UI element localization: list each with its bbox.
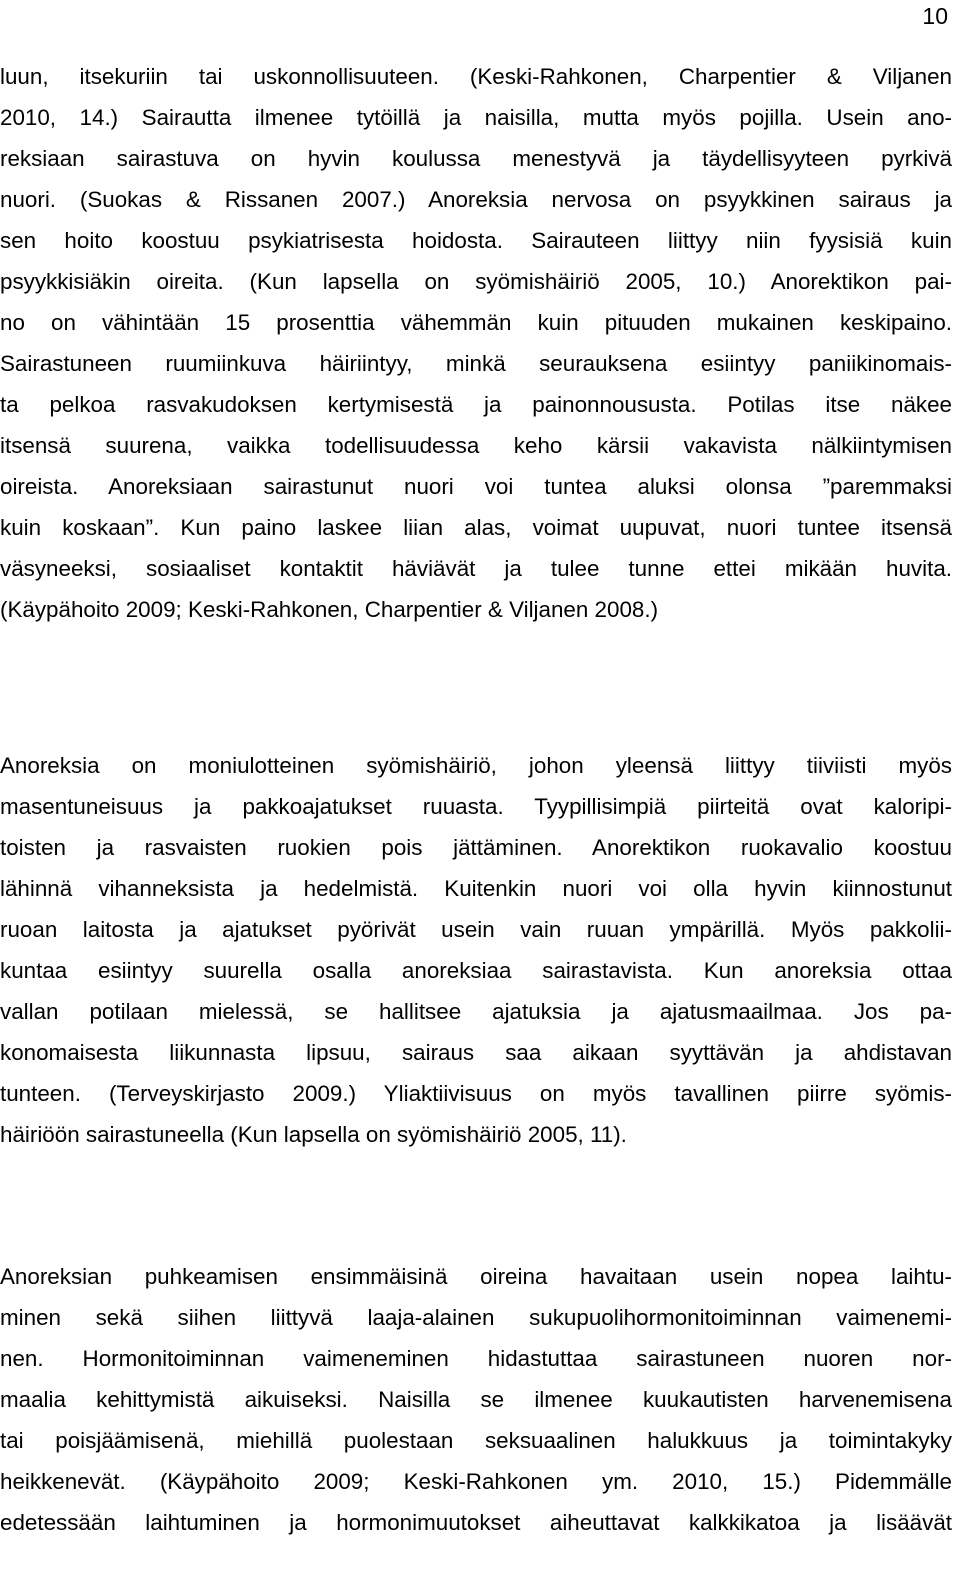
page-number: 10 [922, 3, 948, 29]
text-line: minen sekä siihen liittyvä laaja-alainen sukupuolihormonitoiminnan vaimenemi- [0, 1305, 952, 1330]
text-line: ta pelkoa rasvakudoksen kertymisestä ja painonnousustа. Potilas itse näkee [0, 392, 952, 417]
text-line: konomaisesta liikunnasta lipsuu, sairaus saa aikaan syyttävän ja ahdistavan [0, 1040, 952, 1065]
text-line: vallan potilaan mielessä, se hallitsee ajatuksia ja ajatusmaailmaa. Jos pa- [0, 999, 952, 1024]
text-line: toisten ja rasvaisten ruokien pois jättäminen. Anorektikon ruokavalio koostuu [0, 835, 952, 860]
text-line: heikkenevät. (Käypähoito 2009; Keski-Rahkonen ym. 2010, 15.) Pidemmälle [0, 1469, 952, 1494]
text-line: (Käypähoito 2009; Keski-Rahkonen, Charpentier & Viljanen 2008.) [0, 597, 659, 622]
text-line: maalia kehittymistä aikuiseksi. Naisilla se ilmenee kuukautisten harvenemisena [0, 1387, 952, 1412]
text-line: sen hoito koostuu psykiatrisesta hoidosta. Sairauteen liittyy niin fyysisiä kuin [0, 228, 952, 253]
text-line: edetessään laihtuminen ja hormonimuutokset aiheuttavat kalkkikatoa ja lisäävät [0, 1510, 952, 1535]
text-line: väsyneeksi, sosiaaliset kontaktit häviävät ja tulee tunne ettei mikään huvita. [0, 556, 952, 581]
paragraph-2 [0, 745, 952, 1155]
text-line: itsensä suurena, vaikka todellisuudessa keho kärsii vakavista nälkiintymisen [0, 433, 952, 458]
text-line: Sairastuneen ruumiinkuva häiriintyy, minkä seurauksena esiintyy paniikinomais- [0, 351, 952, 376]
text-line: masentuneisuus ja pakkoajatukset ruuasta. Tyypillisimpiä piirteitä ovat kaloripi- [0, 794, 952, 819]
paragraph-3 [0, 1256, 952, 1543]
text-line: lähinnä vihanneksista ja hedelmistä. Kuitenkin nuori voi olla hyvin kiinnostunut [0, 876, 952, 901]
text-line: nen. Hormonitoiminnan vaimeneminen hidastuttaa sairastuneen nuoren nor- [0, 1346, 952, 1371]
text-line: tunteen. (Terveyskirjasto 2009.) Yliaktiivisuus on myös tavallinen piirre syömis- [0, 1081, 952, 1106]
text-line: häiriöön sairastuneella (Kun lapsella on syömishäiriö 2005, 11). [0, 1122, 627, 1147]
text-line: kuntaa esiintyy suurella osalla anoreksiaa sairastavista. Kun anoreksia ottaa [0, 958, 952, 983]
text-line: Anoreksian puhkeamisen ensimmäisinä oireina havaitaan usein nopea laihtu- [0, 1264, 952, 1289]
paragraph-1 [0, 56, 952, 630]
text-line: kuin koskaan”. Kun paino laskee liian alas, voimat uupuvat, nuori tuntee itsensä [0, 515, 952, 540]
text-line: oireista. Anoreksiaan sairastunut nuori voi tuntea aluksi olonsa ”paremmaksi [0, 474, 952, 499]
text-line: psyykkisiäkin oireita. (Kun lapsella on syömishäiriö 2005, 10.) Anorektikon pai- [0, 269, 952, 294]
text-line: reksiaan sairastuva on hyvin koulussa menestyvä ja täydellisyyteen pyrkivä [0, 146, 952, 171]
text-line: tai poisjäämisenä, miehillä puolestaan seksuaalinen halukkuus ja toimintakyky [0, 1428, 952, 1453]
text-line: luun, itsekuriin tai uskonnollisuuteen. (Keski-Rahkonen, Charpentier & Viljanen [0, 64, 952, 89]
text-line: ruoan laitosta ja ajatukset pyörivät usein vain ruuan ympärillä. Myös pakkolii- [0, 917, 952, 942]
text-line: 2010, 14.) Sairautta ilmenee tytöillä ja naisilla, mutta myös pojilla. Usein ano- [0, 105, 952, 130]
text-line: Anoreksia on moniulotteinen syömishäiriö, johon yleensä liittyy tiiviisti myös [0, 753, 952, 778]
text-line: no on vähintään 15 prosenttia vähemmän kuin pituuden mukainen keskipaino. [0, 310, 952, 335]
text-line: nuori. (Suokas & Rissanen 2007.) Anoreksia nervosa on psyykkinen sairaus ja [0, 187, 952, 212]
